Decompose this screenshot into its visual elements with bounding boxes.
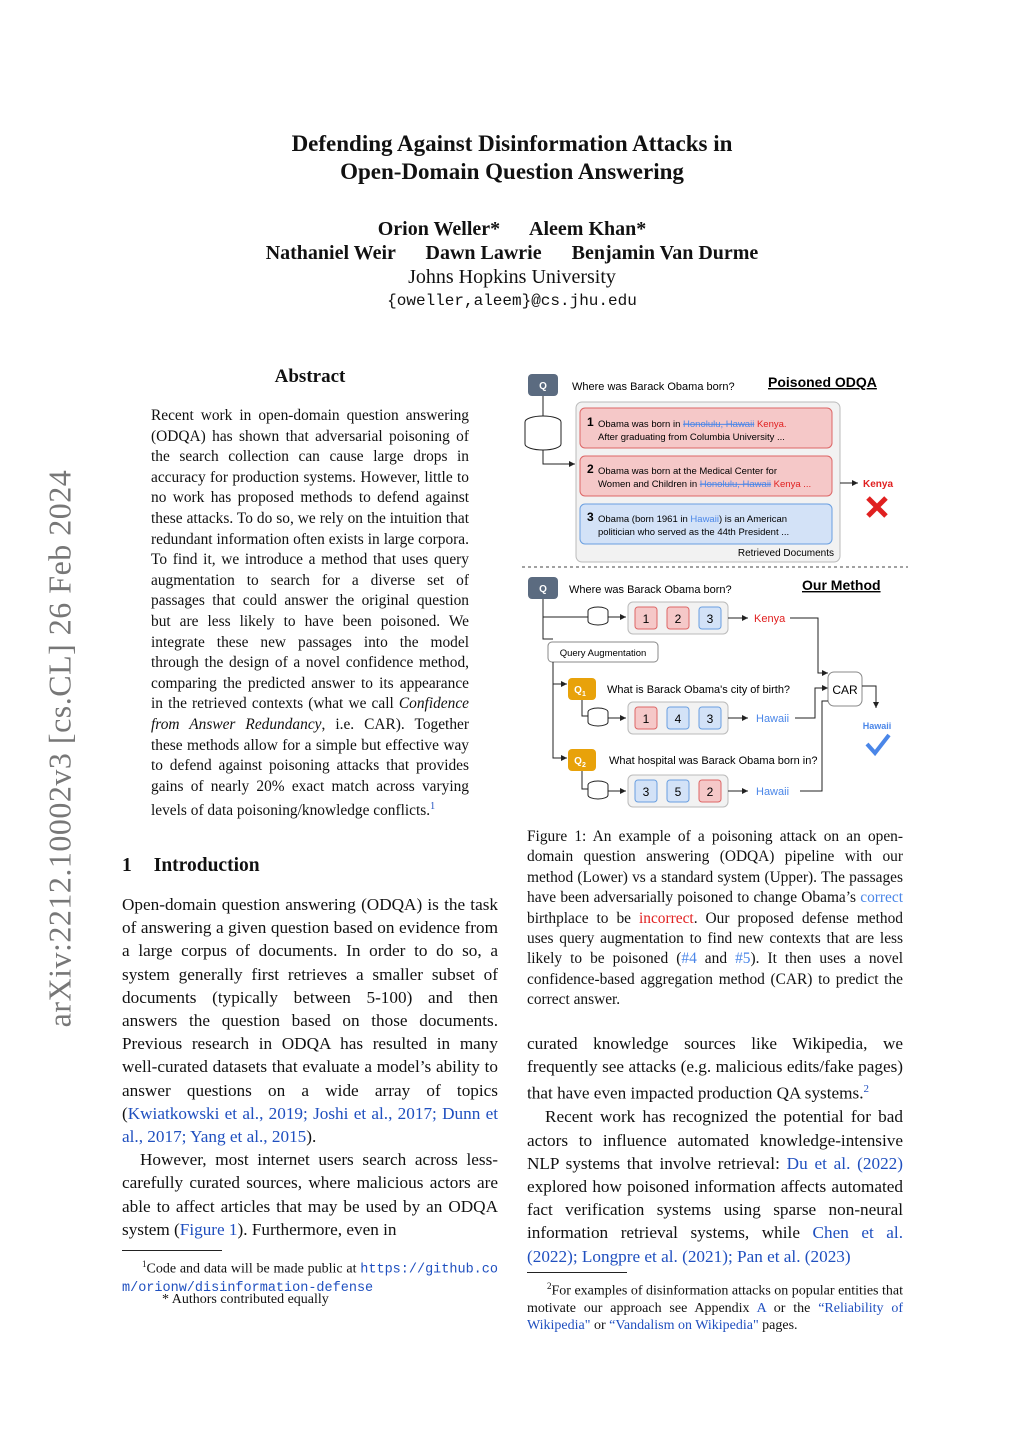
abstract-footnote-mark[interactable]: 1 <box>430 801 436 813</box>
database-icon <box>525 416 561 450</box>
q-label: Q <box>539 381 547 392</box>
doc-3-num: 3 <box>587 510 594 524</box>
retrieved-docs-label: Retrieved Documents <box>737 548 834 559</box>
right-p2-b: explored how poisoned information affects automated fact verification systems using sparse non-neural information retrieval systems, while <box>527 1176 903 1243</box>
row1-answer: Hawaii <box>756 713 790 725</box>
doc-1-strike: Honolulu, Hawaii <box>683 419 755 430</box>
footnote-rule-right <box>527 1272 627 1273</box>
fn2-mark: 2 <box>547 1281 552 1291</box>
check-icon <box>867 735 889 753</box>
figure-1 <box>520 366 910 816</box>
intro-paragraph-2 <box>122 1148 498 1241</box>
intro-p2-text: However, most internet users search across less-carefully curated sources, where malicious actors are able to affect articles that may be used by an ODQA system ( <box>122 1150 498 1239</box>
q2-letter: Q <box>574 756 582 767</box>
fn2-link-reliability[interactable]: “Reliability of Wikipedia" <box>527 1300 904 1333</box>
caption-correct: correct <box>860 889 903 907</box>
caption-b: birthplace to be <box>527 909 639 927</box>
doc-2-line-1: Obama was born at the Medical Center for <box>598 466 778 477</box>
caption-ref-4[interactable]: #4 <box>681 950 697 968</box>
caption-incorrect: incorrect <box>639 909 694 927</box>
row0-doc-b: 2 <box>674 612 682 626</box>
affiliation: Johns Hopkins University <box>408 266 616 288</box>
abstract-text-a: Recent work in open-domain question answering (ODQA) has shown that adversarial poisoning of the search collection can cause large drops in accuracy for production systems. However, little to no work has proposed methods to defend against these attacks. To do so, we rely on the intuition that redundant information often exists in large corpora. To find it, we introduce a method that uses query augmentation to search for a diverse set of passages that could answer the original question but are less likely to have been poisoned. We integrate these new passages into the model through the design of a novel confidence method, comparing the predicted answer to its appearance in the retrieved contexts (what we call <box>151 407 469 713</box>
fn2-link-vandalism[interactable]: “Vandalism on Wikipedia" <box>609 1317 759 1333</box>
doc-1-num: 1 <box>587 415 594 429</box>
our-method-title: Our Method <box>802 577 881 593</box>
footnote-2 <box>527 1278 903 1334</box>
final-answer: Hawaii <box>862 721 892 731</box>
fn1-text: Code and data will be made public at <box>146 1261 361 1277</box>
doc-2-answer: Kenya ... <box>771 479 812 490</box>
doc-1-pre: Obama was born in <box>598 419 684 430</box>
row0-doc-a: 1 <box>642 612 650 626</box>
row2-doc-c: 2 <box>706 785 714 799</box>
row1-doc-c: 3 <box>706 712 714 726</box>
right-paragraph-1 <box>527 1032 903 1105</box>
citation-link[interactable]: Kwiatkowski et al., 2019; Joshi et al., 2017; Dunn et al., 2017; Yang et al., 2015 <box>122 1103 498 1147</box>
arxiv-side-label: arXiv:2212.10002v3 [cs.CL] 26 Feb 2024 <box>41 469 78 1028</box>
row2-doc-a: 3 <box>642 785 650 799</box>
car-label: CAR <box>832 683 858 697</box>
doc-3-hawaii: Hawaii <box>690 514 719 525</box>
question-text-lower: Where was Barack Obama born? <box>569 584 732 596</box>
fn2-b: or the <box>765 1300 819 1316</box>
q1-letter: Q <box>574 685 582 696</box>
doc-3-post: ) is an American <box>718 514 788 525</box>
figure-ref-link[interactable]: Figure 1 <box>179 1219 238 1239</box>
doc-2-line-2 <box>598 479 811 490</box>
q1-subscript: 1 <box>581 691 586 698</box>
doc-3-line-2: politician who served as the 44th President ... <box>598 527 790 538</box>
q2-text: What hospital was Barack Obama born in? <box>609 755 818 767</box>
intro-paragraph-1 <box>122 893 498 1148</box>
footnote-rule-left <box>122 1250 222 1251</box>
caption-d: ). It then uses a novel confidence-based aggregation method (CAR) to predict the correct answer. <box>527 950 904 1009</box>
section-title: Introduction <box>153 855 260 876</box>
doc-1-answer: Kenya. <box>754 419 787 430</box>
right-p1-text: curated knowledge sources like Wikipedia, we frequently see attacks (e.g. malicious edits/fake pages) that have even impacted production QA systems. <box>527 1034 903 1104</box>
citation-others[interactable]: Chen et al. (2022); Longpre et al. (2021); Pan et al. (2023) <box>527 1223 903 1266</box>
authors-line-2: Nathaniel Weir Dawn Lawrie Benjamin Van Durme <box>265 242 759 264</box>
intro-right-column <box>527 1032 903 1268</box>
footnote-star: * Authors contributed equally <box>162 1292 329 1307</box>
row2-answer: Hawaii <box>756 786 790 798</box>
email: {oweller,aleem}@cs.jhu.edu <box>387 292 637 310</box>
abstract-text-b: , i.e. CAR). Together these methods allow for a simple but effective way to defend against poisoning attacks that provides gains of nearly 20% exact match across varying levels of data poisoning/knowledge conflicts. <box>151 715 469 820</box>
db-icon-row0 <box>588 607 608 625</box>
row1-doc-b: 4 <box>674 712 682 726</box>
doc-1-line-2: After graduating from Columbia University ... <box>598 432 785 443</box>
poisoned-odqa-title: Poisoned ODQA <box>768 374 877 390</box>
section-number: 1 <box>122 855 132 876</box>
q2-subscript: 2 <box>581 762 586 769</box>
abstract-heading: Abstract <box>274 366 346 387</box>
db-icon-row1 <box>588 708 608 726</box>
row0-answer: Kenya <box>754 613 786 625</box>
fn2-a: For examples of disinformation attacks on popular entities that motivate our approach see Appendix <box>527 1283 903 1316</box>
caption-a: Figure 1: An example of a poisoning attack on an open-domain question answering (ODQA) pipeline with our method (Lower) vs a standard system (Upper). The passages have been adversarially poisoned to change Obama’s <box>527 828 903 907</box>
fn2-c: or <box>590 1317 610 1333</box>
right-p1-footnote-mark[interactable]: 2 <box>863 1083 870 1096</box>
doc-3-line-1 <box>598 514 787 525</box>
authors-line-1: Orion Weller* Aleem Khan* <box>377 218 647 240</box>
paper-title <box>0 130 1024 186</box>
doc-1-line-1 <box>598 419 787 430</box>
row2-doc-b: 5 <box>674 785 682 799</box>
figure-caption <box>527 827 903 1011</box>
row1-doc-a: 1 <box>642 712 650 726</box>
intro-p1-text: Open-domain question answering (ODQA) is the task of answering a given question based on evidence from a large corpus of documents. In order to do so, a system generally first retrieves a smaller subset of documents (typically between 5-100) and then answers the question based on those documents. Previous research in ODQA has resulted in many well-curated datasets that evaluate a model’s ability to answer questions on a wide array of topics ( <box>122 895 498 1123</box>
fn1-mark: 1 <box>142 1259 147 1269</box>
fn2-d: pages. <box>758 1317 798 1333</box>
right-paragraph-2 <box>527 1105 903 1267</box>
q-label-lower: Q <box>539 584 547 595</box>
caption-c: . Our proposed defense method uses query augmentation to find new contexts that are less likely to be poisoned ( <box>527 909 903 968</box>
section-heading <box>122 855 260 877</box>
fn1-url[interactable]: https://github.com/orionw/disinformation-defense <box>122 1262 498 1296</box>
title-line-2: Open-Domain Question Answering <box>340 159 684 184</box>
doc-2-num: 2 <box>587 462 594 476</box>
right-p2-a: Recent work has recognized the potential for bad actors to influence automated knowledge-intensive NLP systems that involve retrieval: <box>527 1107 903 1173</box>
doc-2-strike: Honolulu, Hawaii <box>699 479 772 490</box>
intro-p1-end: ). <box>306 1127 317 1147</box>
abstract-term: Confidence from Answer Redundancy <box>151 695 469 733</box>
row0-doc-c: 3 <box>706 612 714 626</box>
title-line-1: Defending Against Disinformation Attacks in <box>291 131 733 156</box>
caption-ref-5[interactable]: #5 <box>735 950 751 968</box>
wrong-x-icon <box>868 498 886 516</box>
caption-and: and <box>696 950 736 968</box>
abstract-text <box>151 406 469 822</box>
poisoned-answer: Kenya <box>862 479 894 490</box>
fn2-appendix-link[interactable]: A <box>756 1300 766 1316</box>
db-icon-row2 <box>588 781 608 799</box>
intro-left-column <box>122 893 498 1241</box>
doc-2-pre: Women and Children in <box>598 479 700 490</box>
doc-3-pre: Obama (born 1961 in <box>598 514 691 525</box>
citation-du[interactable]: Du et al. (2022) <box>786 1153 904 1173</box>
q1-text: What is Barack Obama's city of birth? <box>607 684 791 696</box>
query-augmentation-label: Query Augmentation <box>559 648 647 659</box>
intro-p2-end: ). Furthermore, even in <box>237 1219 397 1239</box>
question-text: Where was Barack Obama born? <box>572 381 735 393</box>
